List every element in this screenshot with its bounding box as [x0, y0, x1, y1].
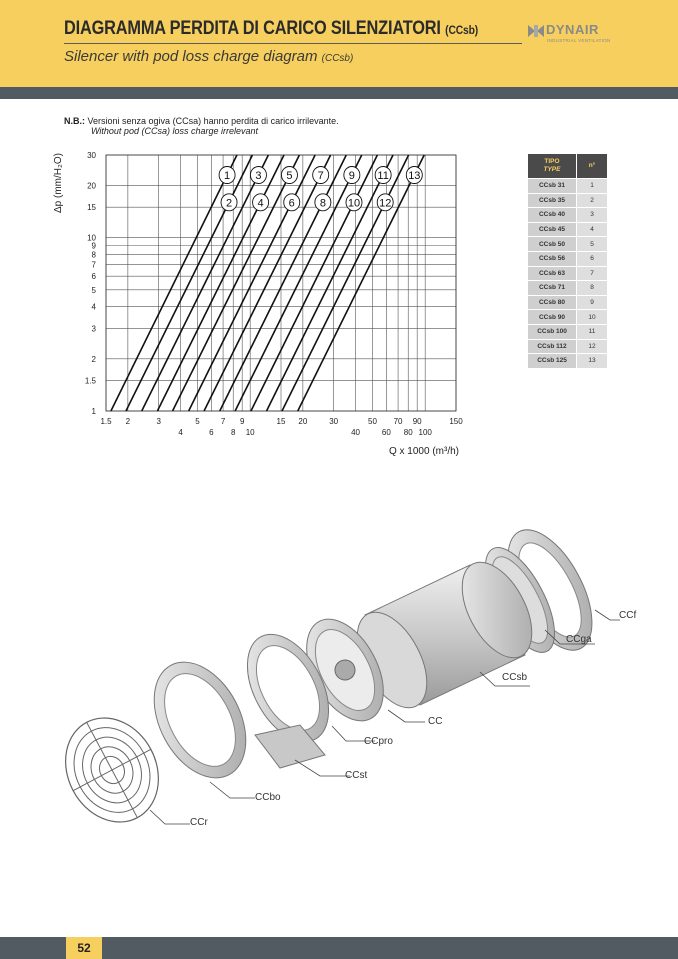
number-cell: 4	[577, 222, 608, 237]
number-cell: 1	[577, 179, 608, 194]
series-line-3	[142, 155, 269, 411]
x-tick-label: 15	[276, 417, 286, 426]
series-line-6	[189, 155, 315, 411]
label-ccst: CCst	[345, 770, 368, 781]
label-ccbo: CCbo	[255, 792, 281, 803]
series-label: 3	[255, 169, 262, 182]
subtitle-code: (CCsb)	[321, 53, 354, 64]
type-cell: CCsb 35	[528, 193, 577, 208]
number-cell: 6	[577, 251, 608, 266]
note	[64, 116, 339, 136]
chart-series	[111, 155, 424, 411]
y-tick-label: 20	[87, 181, 96, 191]
table-row	[528, 208, 608, 223]
x-tick-label: 4	[178, 428, 183, 437]
series-label: 10	[347, 197, 361, 210]
y-tick-label: 2	[91, 354, 96, 364]
x-tick-label: 5	[195, 417, 200, 426]
chart-x-ticks	[100, 417, 463, 437]
series-label: 1	[224, 169, 231, 182]
y-tick-label: 8	[91, 250, 96, 260]
type-cell: CCsb 112	[528, 339, 577, 354]
series-line-9	[235, 155, 362, 411]
x-tick-label: 1.5	[100, 417, 112, 426]
y-tick-label: 30	[87, 151, 96, 160]
title-underline	[64, 43, 522, 44]
x-tick-label: 150	[449, 417, 463, 426]
x-tick-label: 20	[298, 417, 308, 426]
label-ccga: CCga	[566, 634, 592, 645]
chart-y-ticks	[85, 151, 97, 416]
series-line-4	[157, 155, 284, 411]
number-cell: 7	[577, 266, 608, 281]
note-label: N.B.:	[64, 116, 85, 126]
x-tick-label: 9	[239, 417, 245, 426]
table-row	[528, 251, 608, 266]
ccbo-bellmouth	[136, 646, 265, 793]
y-tick-label: 7	[91, 260, 96, 270]
number-cell: 10	[577, 310, 608, 325]
logo-mark-icon	[528, 25, 544, 37]
series-line-10	[251, 155, 377, 411]
table-row	[528, 281, 608, 296]
number-cell: 8	[577, 281, 608, 296]
number-cell: 11	[577, 324, 608, 339]
type-cell: CCsb 56	[528, 251, 577, 266]
x-tick-label: 3	[156, 417, 161, 426]
series-label: 6	[288, 197, 295, 210]
x-tick-label: 70	[393, 417, 403, 426]
type-cell: CCsb 50	[528, 237, 577, 252]
y-tick-label: 15	[87, 203, 96, 213]
type-table	[527, 153, 608, 369]
table-row	[528, 310, 608, 325]
type-header-it: TIPO	[544, 158, 560, 165]
type-cell: CCsb 63	[528, 266, 577, 281]
table-row	[528, 266, 608, 281]
y-tick-label: 4	[91, 302, 96, 312]
series-label: 2	[225, 197, 233, 210]
type-cell: CCsb 40	[528, 208, 577, 223]
label-cc: CC	[428, 716, 443, 727]
series-line-12	[282, 155, 409, 411]
table-row	[528, 354, 608, 369]
number-cell: 9	[577, 295, 608, 310]
x-tick-label: 60	[381, 428, 391, 437]
loss-chart	[50, 145, 470, 460]
series-line-1	[111, 155, 237, 411]
series-label: 13	[408, 169, 421, 182]
table-row	[528, 222, 608, 237]
logo-tagline: INDUSTRIAL VENTILATION	[547, 38, 611, 43]
x-tick-label: 2	[125, 417, 131, 426]
dynair-logo	[528, 24, 618, 46]
series-label: 12	[379, 197, 392, 210]
series-label: 9	[348, 169, 355, 182]
x-tick-label: 40	[351, 428, 360, 437]
type-cell: CCsb 71	[528, 281, 577, 296]
chart-x-label: Q x 1000 (m³/h)	[388, 446, 459, 457]
series-line-13	[298, 155, 424, 411]
header-band	[0, 87, 678, 99]
title-code: (CCsb)	[445, 23, 478, 37]
series-label: 5	[286, 169, 293, 182]
series-line-5	[173, 155, 300, 411]
series-line-11	[267, 155, 393, 411]
table-row	[528, 295, 608, 310]
type-cell: CCsb 31	[528, 179, 577, 194]
series-label: 7	[317, 169, 324, 182]
table-row	[528, 179, 608, 194]
y-tick-label: 3	[91, 324, 96, 334]
y-tick-label: 6	[91, 272, 96, 282]
label-ccf: CCf	[619, 610, 637, 621]
x-tick-label: 100	[418, 428, 432, 437]
page-subtitle	[64, 48, 353, 65]
series-label: 11	[377, 169, 389, 182]
number-cell: 13	[577, 354, 608, 369]
table-row	[528, 193, 608, 208]
page-title	[64, 18, 478, 40]
x-tick-label: 10	[245, 428, 255, 437]
x-tick-label: 80	[403, 428, 413, 437]
number-cell: 3	[577, 208, 608, 223]
label-ccsb: CCsb	[502, 672, 528, 683]
x-tick-label: 7	[220, 417, 226, 426]
exploded-view-drawing	[50, 520, 620, 840]
type-header-en: TYPE	[543, 166, 561, 173]
x-tick-label: 90	[412, 417, 422, 426]
y-tick-label: 9	[91, 241, 96, 251]
number-cell: 12	[577, 339, 608, 354]
x-tick-label: 50	[368, 417, 377, 426]
number-header: n°	[577, 154, 608, 179]
number-cell: 5	[577, 237, 608, 252]
x-tick-label: 6	[209, 428, 214, 437]
x-tick-label: 30	[329, 417, 339, 426]
x-tick-label: 8	[230, 428, 236, 437]
type-cell: CCsb 100	[528, 324, 577, 339]
label-ccr: CCr	[190, 817, 208, 828]
type-cell: CCsb 125	[528, 354, 577, 369]
y-tick-label: 1.5	[84, 376, 96, 386]
chart-y-label: Δp (mm/H₂O)	[53, 153, 64, 213]
type-header	[528, 154, 577, 179]
title-text: DIAGRAMMA PERDITA DI CARICO SILENZIATORI	[64, 18, 441, 39]
note-line-2: Without pod (CCsa) loss charge irrelevant	[91, 126, 258, 136]
table-row	[528, 324, 608, 339]
table-row	[528, 237, 608, 252]
series-label: 8	[319, 197, 326, 210]
type-cell: CCsb 90	[528, 310, 577, 325]
note-line-1: Versioni senza ogiva (CCsa) hanno perdita di carico irrilevante.	[87, 116, 339, 126]
logo-text: DYNAIR	[546, 22, 599, 37]
series-line-8	[220, 155, 347, 411]
y-tick-label: 10	[87, 233, 96, 243]
label-ccpro: CCpro	[364, 736, 393, 747]
y-tick-label: 1	[91, 407, 96, 416]
subtitle-text: Silencer with pod loss charge diagram	[64, 48, 318, 65]
y-tick-label: 5	[91, 285, 96, 295]
type-cell: CCsb 45	[528, 222, 577, 237]
number-cell: 2	[577, 193, 608, 208]
table-row	[528, 339, 608, 354]
type-cell: CCsb 80	[528, 295, 577, 310]
page-number: 52	[66, 937, 102, 959]
series-label: 4	[257, 197, 264, 210]
